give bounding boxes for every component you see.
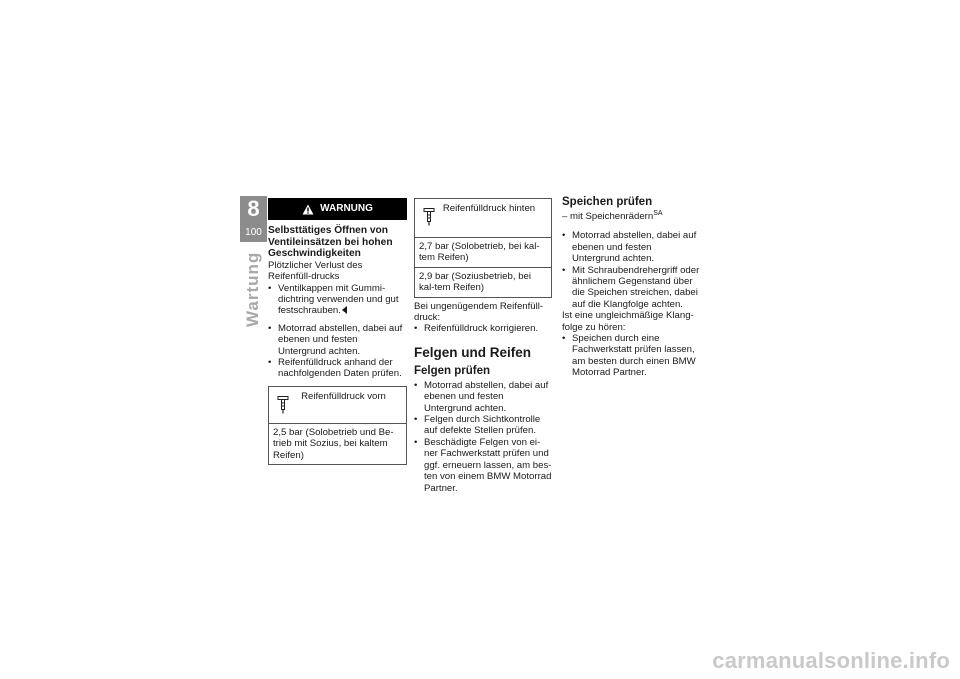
subsection-heading: Speichen prüfen bbox=[562, 196, 653, 208]
list-item bbox=[268, 283, 407, 317]
list-item: • Reifenfülldruck anhand der nachfolgenden Daten prüfen. bbox=[268, 357, 407, 380]
spoke-bullets bbox=[562, 230, 702, 310]
data-table-header bbox=[269, 387, 406, 423]
subsection-heading: Felgen prüfen bbox=[414, 364, 491, 377]
data-table-rear bbox=[414, 198, 552, 298]
chapter-title: Wartung bbox=[243, 252, 262, 328]
column-1 bbox=[268, 198, 407, 465]
list-item: • Motorrad abstellen, dabei auf ebenen und festen Untergrund achten. bbox=[268, 323, 407, 357]
list-item: • Motorrad abstellen, dabei auf ebenen und festen Untergrund achten. bbox=[414, 380, 552, 414]
data-table-header bbox=[415, 199, 551, 237]
list-item: • Beschädigte Felgen von ei-ner Fachwerkstatt prüfen und ggf. erneuern lassen, am bes-ten von einem BMW Motorrad Partner. bbox=[414, 437, 552, 494]
data-table-front bbox=[268, 386, 407, 465]
page-number: 100 bbox=[245, 227, 262, 238]
check-bullets bbox=[268, 323, 407, 380]
section-heading: Felgen und Reifen bbox=[414, 344, 532, 360]
column-2 bbox=[414, 198, 552, 494]
list-item: • Mit Schraubendrehergriff oder ähnlichem Gegenstand über die Speichen streichen, dabei auf die Klangfolge achten. bbox=[562, 265, 702, 311]
option-line bbox=[562, 211, 702, 222]
data-table-label: Reifenfülldruck hinten bbox=[442, 203, 536, 214]
option-text: mit Speichenrädern bbox=[570, 211, 654, 222]
list-item: • Speichen durch eine Fachwerkstatt prüfen lassen, am besten durch einen BMW Motorrad Partner. bbox=[562, 333, 702, 379]
warning-title: Selbsttätiges Öffnen von Ventileinsätzen bei hohen Geschwindigkeiten bbox=[268, 225, 393, 260]
low-pressure-text: Bei ungenügendem Reifenfüll-druck: bbox=[414, 300, 544, 324]
warning-text: Plötzlicher Verlust des Reifenfüll-drucks bbox=[268, 259, 363, 283]
end-marker-icon bbox=[342, 306, 347, 314]
data-table-label: Reifenfülldruck vorn bbox=[301, 390, 386, 402]
option-superscript: SA bbox=[653, 209, 663, 217]
column-3 bbox=[562, 196, 702, 379]
warning-label: WARNUNG bbox=[320, 203, 373, 215]
list-item: • Motorrad abstellen, dabei auf ebenen und festen Untergrund achten. bbox=[562, 230, 702, 264]
warning-triangle-icon bbox=[302, 204, 314, 215]
tire-pressure-gauge-icon bbox=[423, 203, 435, 226]
rim-bullets bbox=[414, 380, 552, 494]
watermark: carmanualsonline.info bbox=[712, 648, 950, 673]
uneven-text: Ist eine ungleichmäßige Klang-folge zu hören: bbox=[562, 310, 694, 333]
data-table-row: 2,5 bar (Solobetrieb und Be-trieb mit Sozius, bei kaltem Reifen) bbox=[269, 423, 406, 464]
chapter-number: 8 bbox=[247, 196, 260, 221]
data-table-row: 2,7 bar (Solobetrieb, bei kal-tem Reifen) bbox=[415, 237, 551, 267]
option-dash: – bbox=[562, 211, 568, 222]
list-item-text: Ventilkappen mit Gummi-dichtring verwenden und gut festschrauben. bbox=[278, 282, 399, 317]
low-pressure-bullets bbox=[414, 323, 552, 334]
warning-bullets bbox=[268, 283, 407, 317]
data-table-row: 2,9 bar (Soziusbetrieb, bei kal-tem Reifen) bbox=[415, 267, 551, 297]
warning-banner bbox=[268, 198, 407, 220]
uneven-bullets bbox=[562, 333, 702, 379]
tire-pressure-gauge-icon bbox=[277, 391, 289, 414]
list-item: • Felgen durch Sichtkontrolle auf defekte Stellen prüfen. bbox=[414, 414, 552, 437]
list-item: • Reifenfülldruck korrigieren. bbox=[414, 323, 552, 334]
